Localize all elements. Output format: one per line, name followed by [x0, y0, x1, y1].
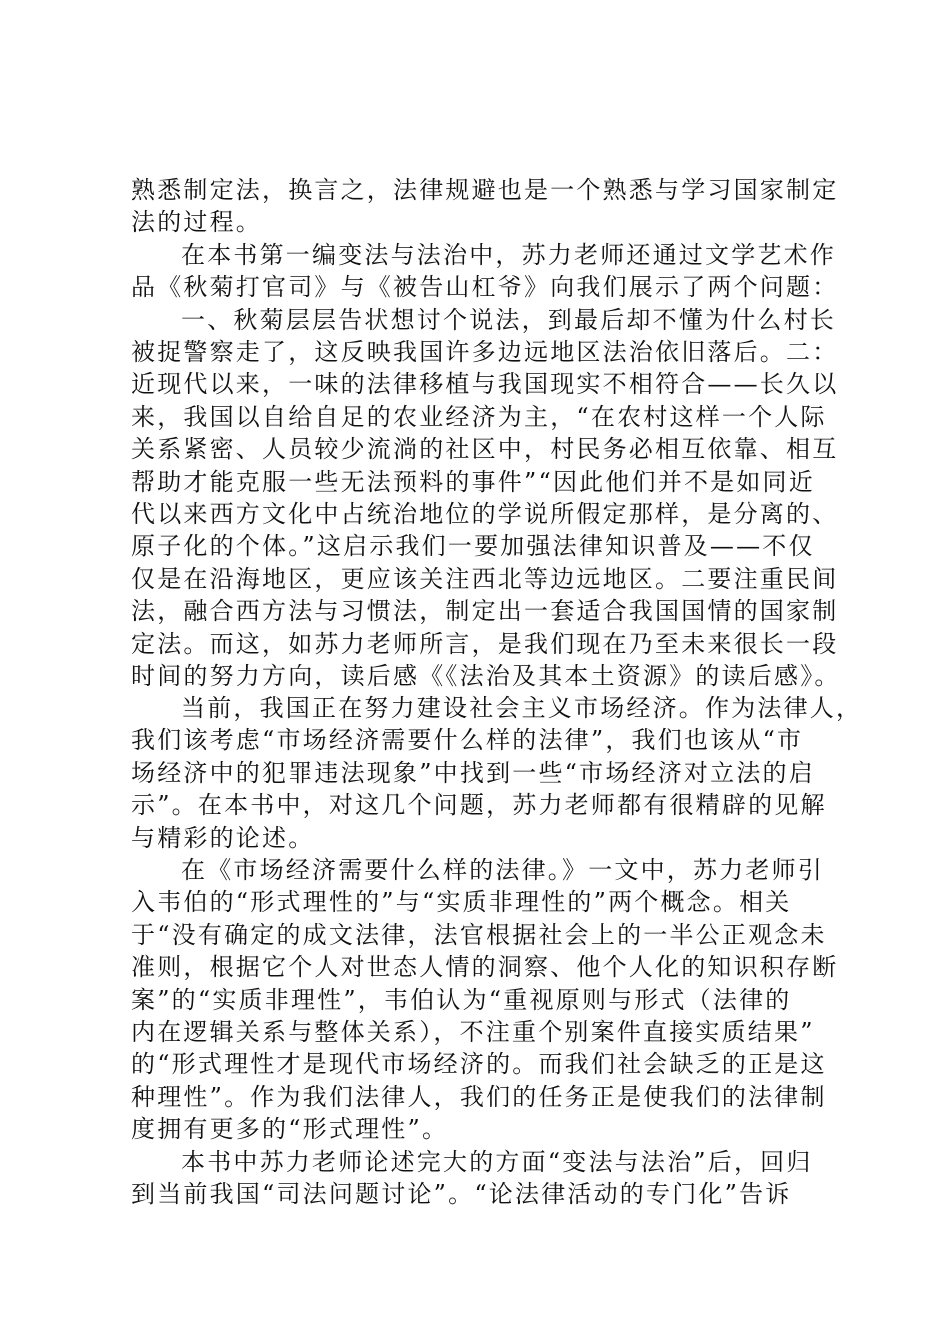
text-line: 来，我国以自给自足的农业经济为主，“在农村这样一个人际 — [131, 402, 827, 431]
text-line: 在本书第一编变法与法治中，苏力老师还通过文学艺术作 — [181, 240, 836, 269]
text-line: 场经济中的犯罪违法现象”中找到一些“市场经济对立法的启 — [131, 758, 815, 787]
text-line: 本书中苏力老师论述完大的方面“变法与法治”后，回归 — [181, 1147, 813, 1176]
text-line: 帮助才能克服一些无法预料的事件”“因此他们并不是如同近 — [131, 467, 815, 496]
text-line: 在《市场经济需要什么样的法律。》一文中，苏力老师引 — [181, 856, 824, 885]
text-line: 到当前我国“司法问题讨论”。“论法律活动的专门化”告诉 — [131, 1180, 792, 1209]
body-text-block-2 — [131, 692, 863, 1211]
text-line: 法，融合西方法与习惯法，制定出一套适合我国国情的国家制 — [131, 597, 839, 626]
text-line: 入韦伯的“形式理性的”与“实质非理性的”两个概念。相关 — [131, 888, 792, 917]
text-line: 仅是在沿海地区，更应该关注西北等边远地区。二要注重民间 — [131, 564, 839, 593]
text-line: 于“没有确定的成文法律，法官根据社会上的一半公正观念未 — [131, 920, 827, 949]
text-line: 案”的“实质非理性”，韦伯认为“重视原则与形式（法律的 — [131, 985, 792, 1014]
text-line: 一、秋菊层层告状想讨个说法，到最后却不懂为什么村长 — [181, 305, 836, 334]
text-line: 的“形式理性才是现代市场经济的。而我们社会缺乏的正是这 — [131, 1050, 827, 1079]
text-line: 关系紧密、人员较少流淌的社区中，村民务必相互依靠、相互 — [131, 435, 839, 464]
text-line: 法的过程。 — [131, 208, 262, 237]
text-line: 度拥有更多的“形式理性”。 — [131, 1115, 449, 1144]
text-line: 时间的努力方向，读后感《《法治及其本土资源》的读后感》。 — [131, 662, 841, 691]
text-line: 示”。在本书中，对这几个问题，苏力老师都有很精辟的见解 — [131, 791, 827, 820]
body-text-block-1 — [131, 174, 841, 693]
text-line: 内在逻辑关系与整体关系），不注重个别案件直接实质结果” — [131, 1018, 815, 1047]
text-line: 准则，根据它个人对世态人情的洞察、他个人化的知识积存断 — [131, 953, 839, 982]
text-line: 品《秋菊打官司》与《被告山杠爷》向我们展示了两个问题： — [131, 273, 839, 302]
text-line: 与精彩的论述。 — [131, 823, 315, 852]
text-line: 代以来西方文化中占统治地位的学说所假定那样，是分离的、 — [131, 500, 839, 529]
text-line: 被捉警察走了，这反映我国许多边远地区法治依旧落后。二： — [131, 338, 839, 367]
text-line: 熟悉制定法，换言之，法律规避也是一个熟悉与学习国家制定 — [131, 176, 839, 204]
text-line: 原子化的个体。”这启示我们一要加强法律知识普及——不仅 — [131, 532, 815, 561]
text-line: 种理性”。作为我们法律人，我们的任务正是使我们的法律制 — [131, 1082, 827, 1111]
text-line: 定法。而这，如苏力老师所言，是我们现在乃至未来很长一段 — [131, 629, 839, 658]
text-line: 我们该考虑“市场经济需要什么样的法律”，我们也该从“市 — [131, 726, 804, 755]
text-line: 近现代以来，一味的法律移植与我国现实不相符合——长久以 — [131, 370, 839, 399]
text-line: 当前，我国正在努力建设社会主义市场经济。作为法律人， — [181, 694, 863, 722]
